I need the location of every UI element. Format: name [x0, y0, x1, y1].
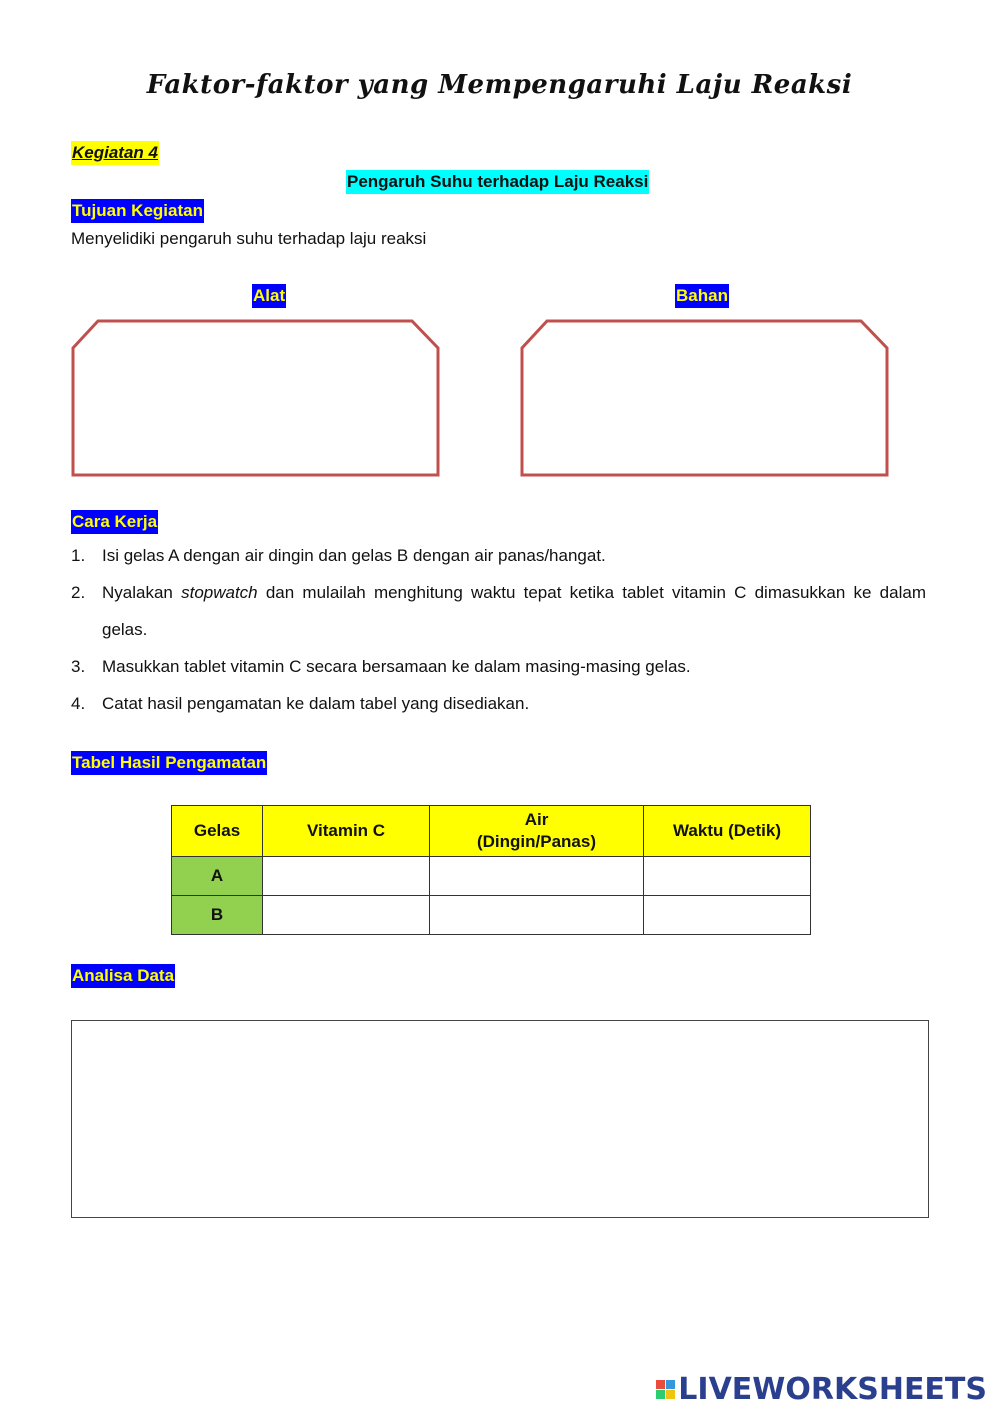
observation-table: [171, 805, 811, 935]
objective-heading: Tujuan Kegiatan: [71, 199, 204, 223]
cell-gelas: B: [172, 896, 263, 935]
procedure-heading: Cara Kerja: [71, 510, 158, 534]
table-row: [172, 857, 811, 896]
analysis-heading: Analisa Data: [71, 964, 175, 988]
cell-vitamin-input[interactable]: [263, 857, 430, 896]
cell-waktu-input[interactable]: [644, 857, 811, 896]
cell-vitamin-input[interactable]: [263, 896, 430, 935]
tools-heading: Alat: [252, 284, 286, 308]
cell-gelas: A: [172, 857, 263, 896]
table-heading: Tabel Hasil Pengamatan: [71, 751, 267, 775]
procedure-step: 4. Catat hasil pengamatan ke dalam tabel yang disediakan.: [71, 694, 530, 713]
procedure-list: [71, 537, 926, 722]
objective-text: Menyelidiki pengaruh suhu terhadap laju reaksi: [71, 229, 427, 248]
analysis-answer-box[interactable]: [71, 1020, 929, 1218]
header-gelas: Gelas: [172, 806, 263, 857]
header-vitamin: Vitamin C: [263, 806, 430, 857]
table-header-row: [172, 806, 811, 857]
page-title: Faktor-faktor yang Mempengaruhi Laju Reaksi: [146, 70, 853, 100]
header-waktu: Waktu (Detik): [644, 806, 811, 857]
table-row: [172, 896, 811, 935]
brand-name: LIVEWORKSHEETS: [678, 1372, 987, 1407]
brand-icon: [656, 1380, 675, 1399]
materials-heading: Bahan: [675, 284, 729, 308]
header-air: Air (Dingin/Panas): [430, 806, 644, 857]
procedure-step: 1. Isi gelas A dengan air dingin dan gelas B dengan air panas/hangat.: [71, 546, 606, 565]
procedure-step: 2. Nyalakan stopwatch dan mulailah menghitung waktu tepat ketika tablet vitamin C dimasukkan ke dalam gelas.: [71, 583, 926, 639]
activity-label: Kegiatan 4: [71, 141, 159, 165]
cell-air-input[interactable]: [430, 857, 644, 896]
tools-answer-box[interactable]: [72, 320, 440, 478]
liveworksheets-logo: [656, 1372, 987, 1407]
procedure-step: 3. Masukkan tablet vitamin C secara bersamaan ke dalam masing-masing gelas.: [71, 657, 691, 676]
cell-waktu-input[interactable]: [644, 896, 811, 935]
cell-air-input[interactable]: [430, 896, 644, 935]
activity-subtitle: Pengaruh Suhu terhadap Laju Reaksi: [346, 170, 649, 194]
materials-answer-box[interactable]: [521, 320, 889, 478]
